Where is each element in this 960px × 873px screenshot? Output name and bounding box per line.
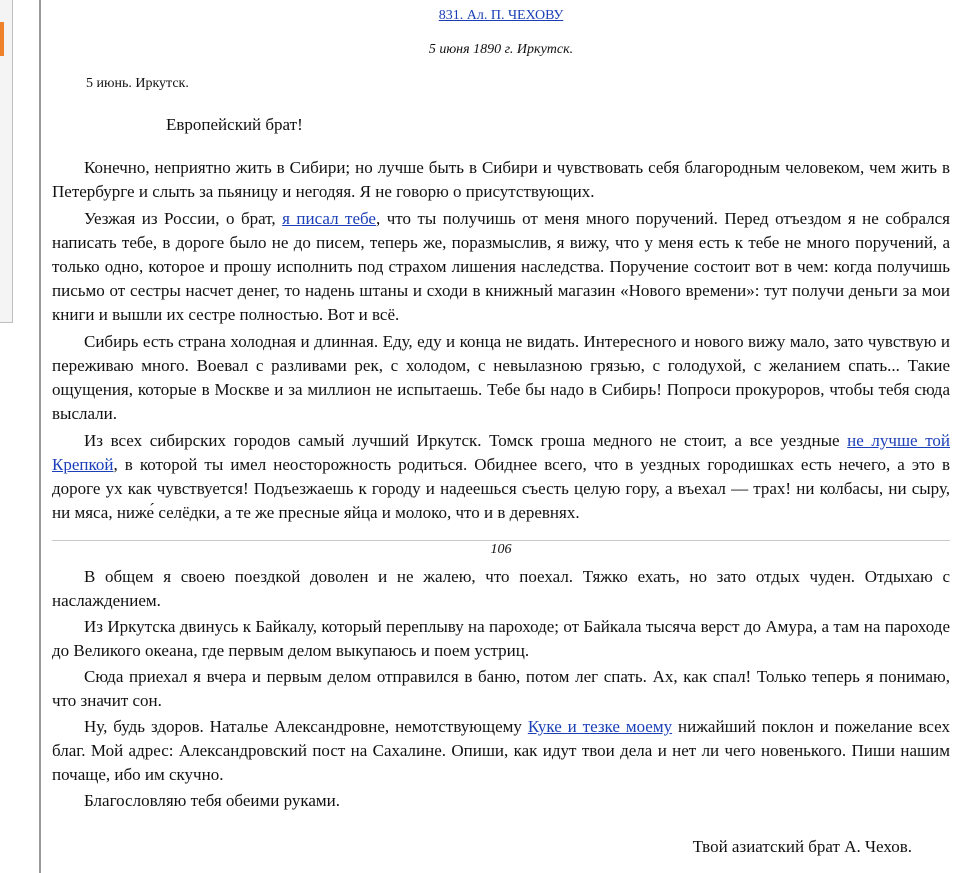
page-edge-divider — [39, 0, 41, 873]
page-number: 106 — [490, 542, 512, 557]
paragraph-6: Из Иркутска двинусь к Байкалу, который переплыву на пароходе; от Байкала тысяча верст до Амура, а там на пароходе до Великого океана, где первым делом выкупаюсь и поем устриц. — [52, 617, 950, 660]
paragraph-8-text-a: Ну, будь здоров. Наталье Александровне, немотствующему — [84, 717, 528, 736]
letter-title — [52, 8, 950, 24]
note-link-ya-pisal-tebe[interactable]: я писал тебе — [282, 209, 376, 228]
paragraph-3: Сибирь есть страна холодная и длинная. Еду, еду и конца не видать. Интересного и нового вижу мало, зато чувствую и переживаю много. Воевал с разливами рек, с холодом, с невылазною грязью, с голодухой, с желанием спать... Такие ощущения, которые в Москве и за миллион не испытаешь. Тебе бы надо в Сибирь! Попроси прокуроров, чтобы тебя сюда выслали. — [52, 332, 950, 423]
letter-title-link[interactable]: 831. Ал. П. ЧЕХОВУ — [438, 8, 564, 23]
letter-body-part-1 — [52, 156, 950, 528]
letter-salutation: Европейский брат! — [166, 115, 303, 134]
paragraph-7: Сюда приехал я вчера и первым делом отправился в баню, потом лег спать. Ах, как спал! Только теперь я понимаю, что значит сон. — [52, 667, 950, 710]
letter-body-part-2 — [52, 565, 950, 815]
paragraph-8 — [52, 715, 950, 787]
paragraph-4-text-a: Из всех сибирских городов самый лучший Иркутск. Томск гроша медного не стоит, а все уездные — [84, 431, 848, 450]
letter-date: 5 июня 1890 г. Иркутск. — [428, 42, 574, 57]
paragraph-1: Конечно, неприятно жить в Сибири; но лучше быть в Сибири и чувствовать себя благородным человеком, чем жить в Петербурге и слыть за пьяницу и негодяя. Я не говорю о присутствующих. — [52, 158, 950, 201]
letter-place-date: 5 июнь. Иркутск. — [86, 76, 189, 91]
paragraph-2-text-a: Уезжая из России, о брат, — [84, 209, 283, 228]
page-break-rule — [52, 540, 950, 541]
paragraph-8-text-b: нижайший поклон и пожелание всех благ. Мой адрес: Александровский пост на Сахалине. Опиши, как идут твои дела и нет ли чего новенького. Пиши нашим почаще, ибо им скучно. — [52, 717, 950, 784]
paragraph-9: Благословляю тебя обеими руками. — [84, 791, 340, 810]
note-link-kuke[interactable]: Куке и тезке моему — [527, 717, 673, 736]
paragraph-2 — [52, 207, 950, 327]
letter-page — [52, 0, 950, 873]
note-link-krepkoy[interactable]: не лучше той Крепкой — [52, 431, 951, 474]
paragraph-4 — [52, 429, 950, 525]
letter-signature: Твой азиатский брат А. Чехов. — [692, 837, 912, 856]
paragraph-2-text-b: , что ты получишь от меня много поручений. Перед отъездом я не собрался написать тебе, в дороге было не до писем, теперь же, поразмыслив, я вижу, что у меня есть к тебе не много поручений, а только одно, которое и прошу исполнить под страхом лишения наследства. Поручение состоит вот в чем: когда получишь письмо от сестры насчет денег, то надень штаны и сходи в книжный магазин «Нового времени»: тут получи деньги за мои книги и вышли их сестре полностью. Вот и всё. — [52, 209, 950, 324]
paragraph-5: В общем я своею поездкой доволен и не жалею, что поехал. Тяжко ехать, но зато отдых чуден. Отдыхаю с наслаждением. — [52, 567, 950, 610]
side-panel-tab[interactable] — [0, 22, 4, 56]
paragraph-4-text-b: , в которой ты имел неосторожность родиться. Обиднее всего, что в уездных городишках есть нечего, а это в дороге ух как чувствуется! Подъезжаешь к городу и надеешься съесть целую гору, а въехал — трах! ни колбасы, ни сыру, ни мяса, ниже́ селёдки, а те же пресные яйца и молоко, что и в деревнях. — [52, 455, 950, 522]
